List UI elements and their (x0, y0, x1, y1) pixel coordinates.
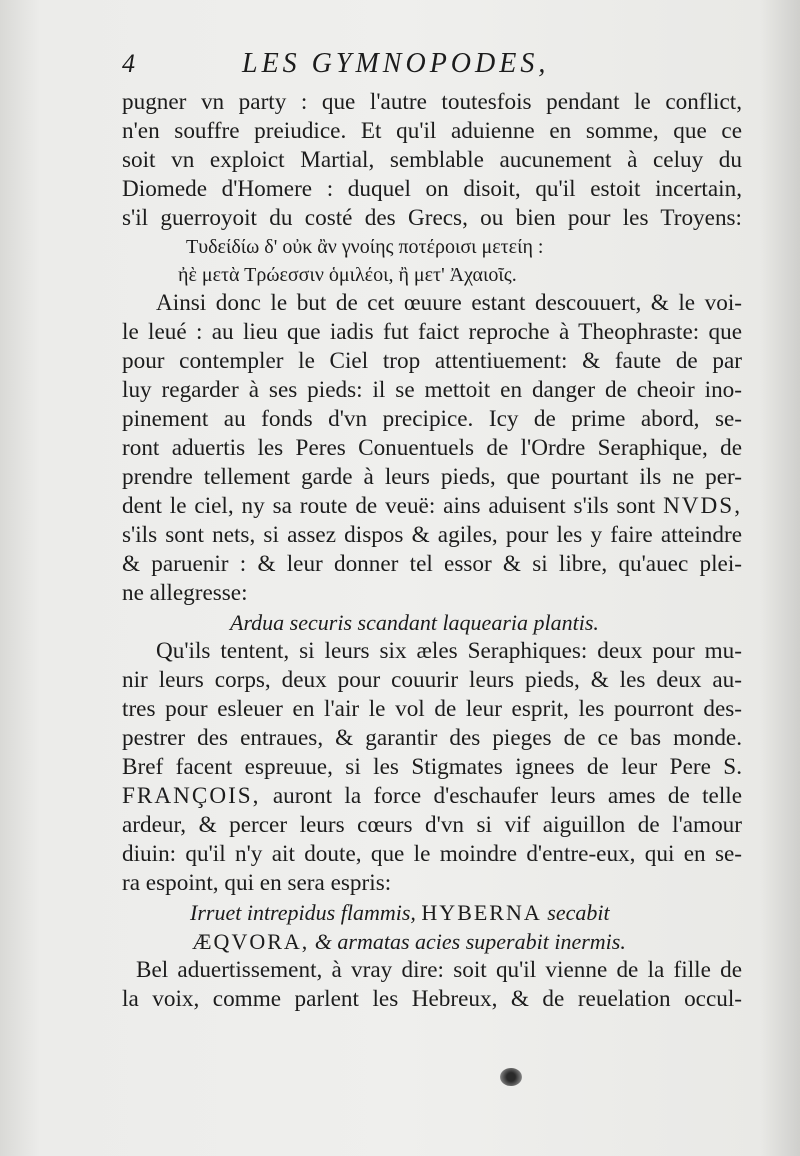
text-line: tres pour esleuer en l'air le vol de leur esprit, les pourront des- (122, 696, 742, 722)
page-header (122, 48, 742, 88)
paragraph-first-line: Bel aduertissement, à vray dire: soit qu'il vienne de la fille de (136, 957, 742, 983)
greek-verse-line: ἠὲ μετὰ Τρώεσσιν ὁμιλέοι, ἢ μετ' Ἀχαιοῖς. (178, 264, 517, 286)
text-line: s'ils sont nets, si assez dispos & agiles, pour les y faire atteindre (122, 522, 742, 548)
text-line: Diomede d'Homere : duquel on disoit, qu'il estoit incertain, (122, 176, 742, 202)
latin-verse-line (122, 898, 742, 927)
text-line: n'en souffre preiudice. Et qu'il aduienne en somme, que ce (122, 118, 742, 144)
verse-segment: & armatas acies superabit inermis. (314, 929, 626, 954)
text-line: pestrer des entraues, & garantir des pieges de ce bas monde. (122, 725, 742, 751)
text-line: le leué : au lieu que iadis fut faict reproche à Theophraste: que (122, 319, 742, 345)
paragraph-first-line: Qu'ils tentent, si leurs six æles Seraphiques: deux pour mu- (156, 638, 742, 664)
text-line: soit vn exploict Martial, semblable aucunement à celuy du (122, 147, 742, 173)
text-line: ront aduertis les Peres Conuentuels de l'Ordre Seraphique, de (122, 435, 742, 461)
page-number: 4 (122, 49, 135, 78)
text-line: la voix, comme parlent les Hebreux, & de reuelation occul- (122, 986, 742, 1012)
paragraph-first-line: Ainsi donc le but de cet œuure estant descouuert, & le voi- (156, 290, 742, 316)
text-line: luy regarder à ses pieds: il se mettoit en danger de cheoir ino- (122, 377, 742, 403)
text-line (122, 782, 742, 811)
text-line: pinement au fonds d'vn precipice. Icy de prime abord, se- (122, 406, 742, 432)
small-caps-word: NVDS, (663, 493, 742, 519)
text-line: & paruenir : & leur donner tel essor & si libre, qu'auec plei- (122, 551, 742, 577)
verse-segment: secabit (547, 900, 610, 925)
text-line: ne allegresse: (122, 580, 248, 606)
page-content (122, 48, 742, 1014)
text-segment: dent le ciel, ny sa route de veuë: ains aduisent s'ils sont (122, 493, 656, 519)
text-line: s'il guerroyoit du costé des Grecs, ou bien pour les Troyens: (122, 205, 742, 231)
verse-segment: Irruet intrepidus flammis, (190, 900, 416, 925)
latin-verse-line (122, 927, 742, 956)
text-line: ra espoint, qui en sera espris: (122, 870, 392, 896)
greek-verse-line: Τυδείδίω δ' οὐκ ἂν γνοίης ποτέροισι μετείη : (186, 236, 544, 258)
small-caps-word: FRANÇOIS, (122, 783, 261, 809)
ink-stain (500, 1068, 522, 1086)
text-line: nir leurs corps, deux pour couurir leurs pieds, & les deux au- (122, 667, 742, 693)
running-title: LES GYMNOPODES, (242, 48, 550, 79)
text-line: pugner vn party : que l'autre toutesfois pendant le conflict, (122, 89, 742, 115)
text-line: ardeur, & percer leurs cœurs d'vn si vif aiguillon de l'amour (122, 812, 742, 838)
small-caps-word: HYBERNA (421, 900, 542, 925)
text-line: prendre tellement garde à leurs pieds, que pourtant ils ne per- (122, 464, 742, 490)
small-caps-word: ÆQVORA, (192, 929, 310, 954)
text-segment: auront la force d'eschaufer leurs ames de telle (272, 783, 743, 809)
text-line: diuin: qu'il n'y ait doute, que le moindre d'entre-eux, qui en se- (122, 841, 742, 867)
text-line: pour contempler le Ciel trop attentiuement: & faute de par (122, 348, 742, 374)
latin-verse-line: Ardua securis scandant laquearia plantis. (230, 610, 599, 635)
text-line: Bref facent espreuue, si les Stigmates ignees de leur Pere S. (122, 754, 742, 780)
text-line (122, 492, 742, 521)
